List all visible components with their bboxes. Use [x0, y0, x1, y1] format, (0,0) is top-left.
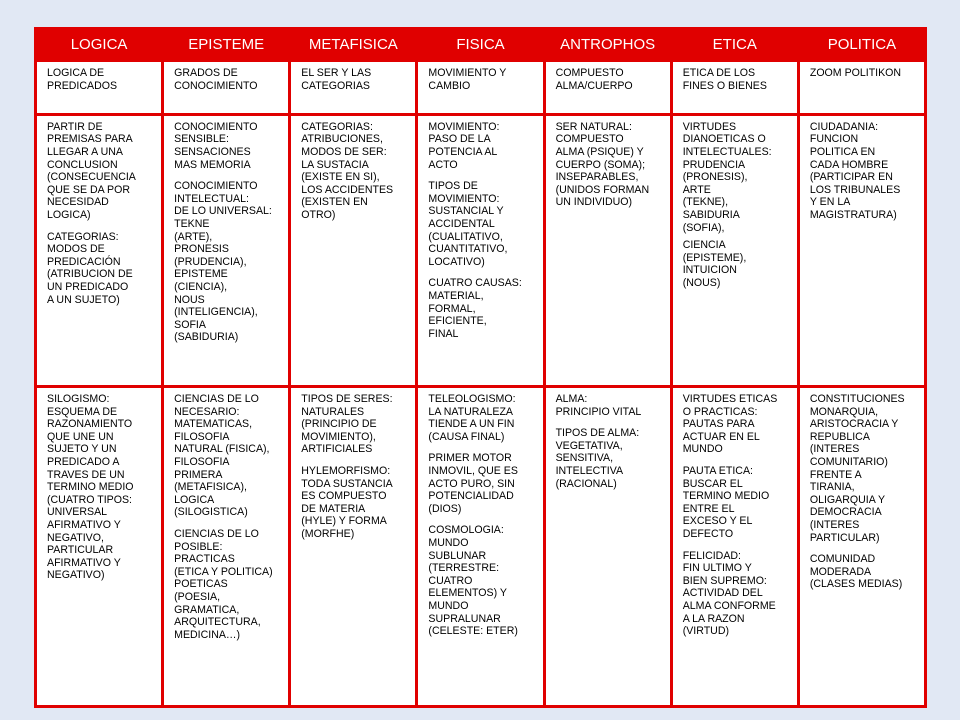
table-cell [798, 61, 925, 115]
cell-text: GRADOS DE CONOCIMIENTO [174, 67, 258, 92]
table-cell [417, 114, 544, 386]
table-cell [290, 61, 417, 115]
cell-text: CIENCIAS DE LO NECESARIO: MATEMATICAS, FILOSOFIA NATURAL (FISICA), FILOSOFIA PRIMERA (METAFISICA), LOGICA (SILOGISTICA) [174, 393, 270, 519]
cell-text: CATEGORIAS: ATRIBUCIONES, MODOS DE SER: LA SUSTACIA (EXISTE EN SI), LOS ACCIDENTES (EXISTEN EN OTRO) [301, 120, 394, 221]
table-cell [544, 61, 671, 115]
cell-text: MOVIMIENTO: PASO DE LA POTENCIA AL ACTO [428, 120, 500, 171]
cell-text: CONOCIMIENTO SENSIBLE: SENSACIONES MAS MEMORIA [174, 120, 258, 171]
table-cell [544, 114, 671, 386]
header-etica: ETICA [671, 29, 798, 61]
cell-text: TIPOS DE ALMA: VEGETATIVA, SENSITIVA, INTELECTIVA (RACIONAL) [555, 427, 640, 490]
cell-text: ZOOM POLITIKON [809, 67, 902, 79]
table-cell [163, 61, 290, 115]
cell-text: HYLEMORFISMO: TODA SUSTANCIA ES COMPUESTO DE MATERIA (HYLE) Y FORMA (MORFHE) [301, 465, 393, 540]
cell-text: TIPOS DE MOVIMIENTO: SUSTANCIAL Y ACCIDENTAL (CUALITATIVO, CUANTITATIVO, LOCATIVO) [428, 180, 508, 268]
table-cell [290, 387, 417, 707]
cell-text: PARTIR DE PREMISAS PARA LLEGAR A UNA CONCLUSION (CONSECUENCIA QUE SE DA POR NECESIDAD LOGICA) [47, 120, 136, 221]
cell-text: CIENCIAS DE LO POSIBLE: PRACTICAS (ETICA Y POLITICA) POETICAS (POESIA, GRAMATICA, ARQUITECTURA, MEDICINA…) [174, 527, 273, 641]
cell-text: PRIMER MOTOR INMOVIL, QUE ES ACTO PURO, SIN POTENCIALIDAD (DIOS) [428, 452, 518, 515]
cell-text: MOVIMIENTO Y CAMBIO [428, 67, 507, 92]
cell-text: ALMA: PRINCIPIO VITAL [555, 393, 642, 418]
cell-text: CONSTITUCIONES MONARQUIA, ARISTOCRACIA Y REPUBLICA (INTERES COMUNITARIO) FRENTE A TIRANIA, OLIGARQUIA Y DEMOCRACIA (INTERES PARTICULAR) [809, 393, 905, 544]
cell-text: CIUDADANIA: FUNCION POLITICA EN CADA HOMBRE (PARTICIPAR EN LOS TRIBUNALES Y EN LA MAGISTRATURA) [809, 120, 901, 221]
header-episteme: EPISTEME [163, 29, 290, 61]
cell-text: COMUNIDAD MODERADA (CLASES MEDIAS) [809, 553, 903, 591]
philosophy-table-container [34, 27, 927, 708]
cell-text: VIRTUDES DIANOETICAS O INTELECTUALES: PRUDENCIA (PRONESIS), ARTE (TEKNE), SABIDURIA (SOFIA), [682, 120, 772, 234]
cell-text: LOGICA DE PREDICADOS [47, 67, 118, 92]
header-fisica: FISICA [417, 29, 544, 61]
header-row [36, 29, 926, 61]
table-cell [417, 61, 544, 115]
header-politica: POLITICA [798, 29, 925, 61]
cell-text: TELEOLOGISMO: LA NATURALEZA TIENDE A UN FIN (CAUSA FINAL) [428, 393, 516, 443]
header-antrophos: ANTROPHOS [544, 29, 671, 61]
table-row [36, 61, 926, 115]
cell-text: VIRTUDES ETICAS O PRACTICAS: PAUTAS PARA ACTUAR EN EL MUNDO [682, 393, 778, 456]
table-cell [417, 387, 544, 707]
header-logica: LOGICA [36, 29, 163, 61]
table-cell [36, 114, 163, 386]
table-cell [798, 387, 925, 707]
cell-text: CATEGORIAS: MODOS DE PREDICACIÓN (ATRIBUCION DE UN PREDICADO A UN SUJETO) [47, 230, 133, 306]
table-cell [798, 114, 925, 386]
cell-text: FELICIDAD: FIN ULTIMO Y BIEN SUPREMO: ACTIVIDAD DEL ALMA CONFORME A LA RAZON (VIRTUD) [682, 549, 776, 638]
cell-text: ETICA DE LOS FINES O BIENES [682, 67, 767, 92]
table-cell [671, 61, 798, 115]
cell-text: EL SER Y LAS CATEGORIAS [301, 67, 372, 92]
cell-text: TIPOS DE SERES: NATURALES (PRINCIPIO DE MOVIMIENTO), ARTIFICIALES [301, 393, 393, 456]
cell-text: SER NATURAL: COMPUESTO ALMA (PSIQUE) Y CUERPO (SOMA); INSEPARABLES, (UNIDOS FORMAN UN INDIVIDUO) [555, 120, 650, 209]
cell-text: COSMOLOGIA: MUNDO SUBLUNAR (TERRESTRE: CUATRO ELEMENTOS) Y MUNDO SUPRALUNAR (CELESTE: ETER) [428, 524, 518, 638]
table-cell [544, 387, 671, 707]
cell-text: CUATRO CAUSAS: MATERIAL, FORMAL, EFICIENTE, FINAL [428, 277, 522, 340]
aristotle-philosophy-table [34, 27, 927, 708]
table-cell [671, 387, 798, 707]
header-metafisica: METAFISICA [290, 29, 417, 61]
table-cell [163, 387, 290, 707]
table-cell [290, 114, 417, 386]
table-cell [671, 114, 798, 386]
cell-text: CONOCIMIENTO INTELECTUAL: DE LO UNIVERSAL: TEKNE (ARTE), PRONESIS (PRUDENCIA), EPISTEME (CIENCIA), NOUS (INTELIGENCIA), SOFIA (SABIDURIA) [174, 180, 272, 344]
cell-text: SILOGISMO: ESQUEMA DE RAZONAMIENTO QUE UNE UN SUJETO Y UN PREDICADO A TRAVES DE UN TERMINO MEDIO (CUATRO TIPOS: UNIVERSAL AFIRMATIVO Y NEGATIVO, PARTICULAR AFIRMATIVO Y NEGATIVO) [47, 393, 134, 582]
table-cell [36, 61, 163, 115]
table-row [36, 114, 926, 386]
table-cell [36, 387, 163, 707]
table-row [36, 387, 926, 707]
table-cell [163, 114, 290, 386]
cell-text: CIENCIA (EPISTEME), INTUICION (NOUS) [682, 239, 747, 289]
cell-text: PAUTA ETICA: BUSCAR EL TERMINO MEDIO ENTRE EL EXCESO Y EL DEFECTO [682, 465, 770, 540]
cell-text: COMPUESTO ALMA/CUERPO [555, 67, 633, 92]
